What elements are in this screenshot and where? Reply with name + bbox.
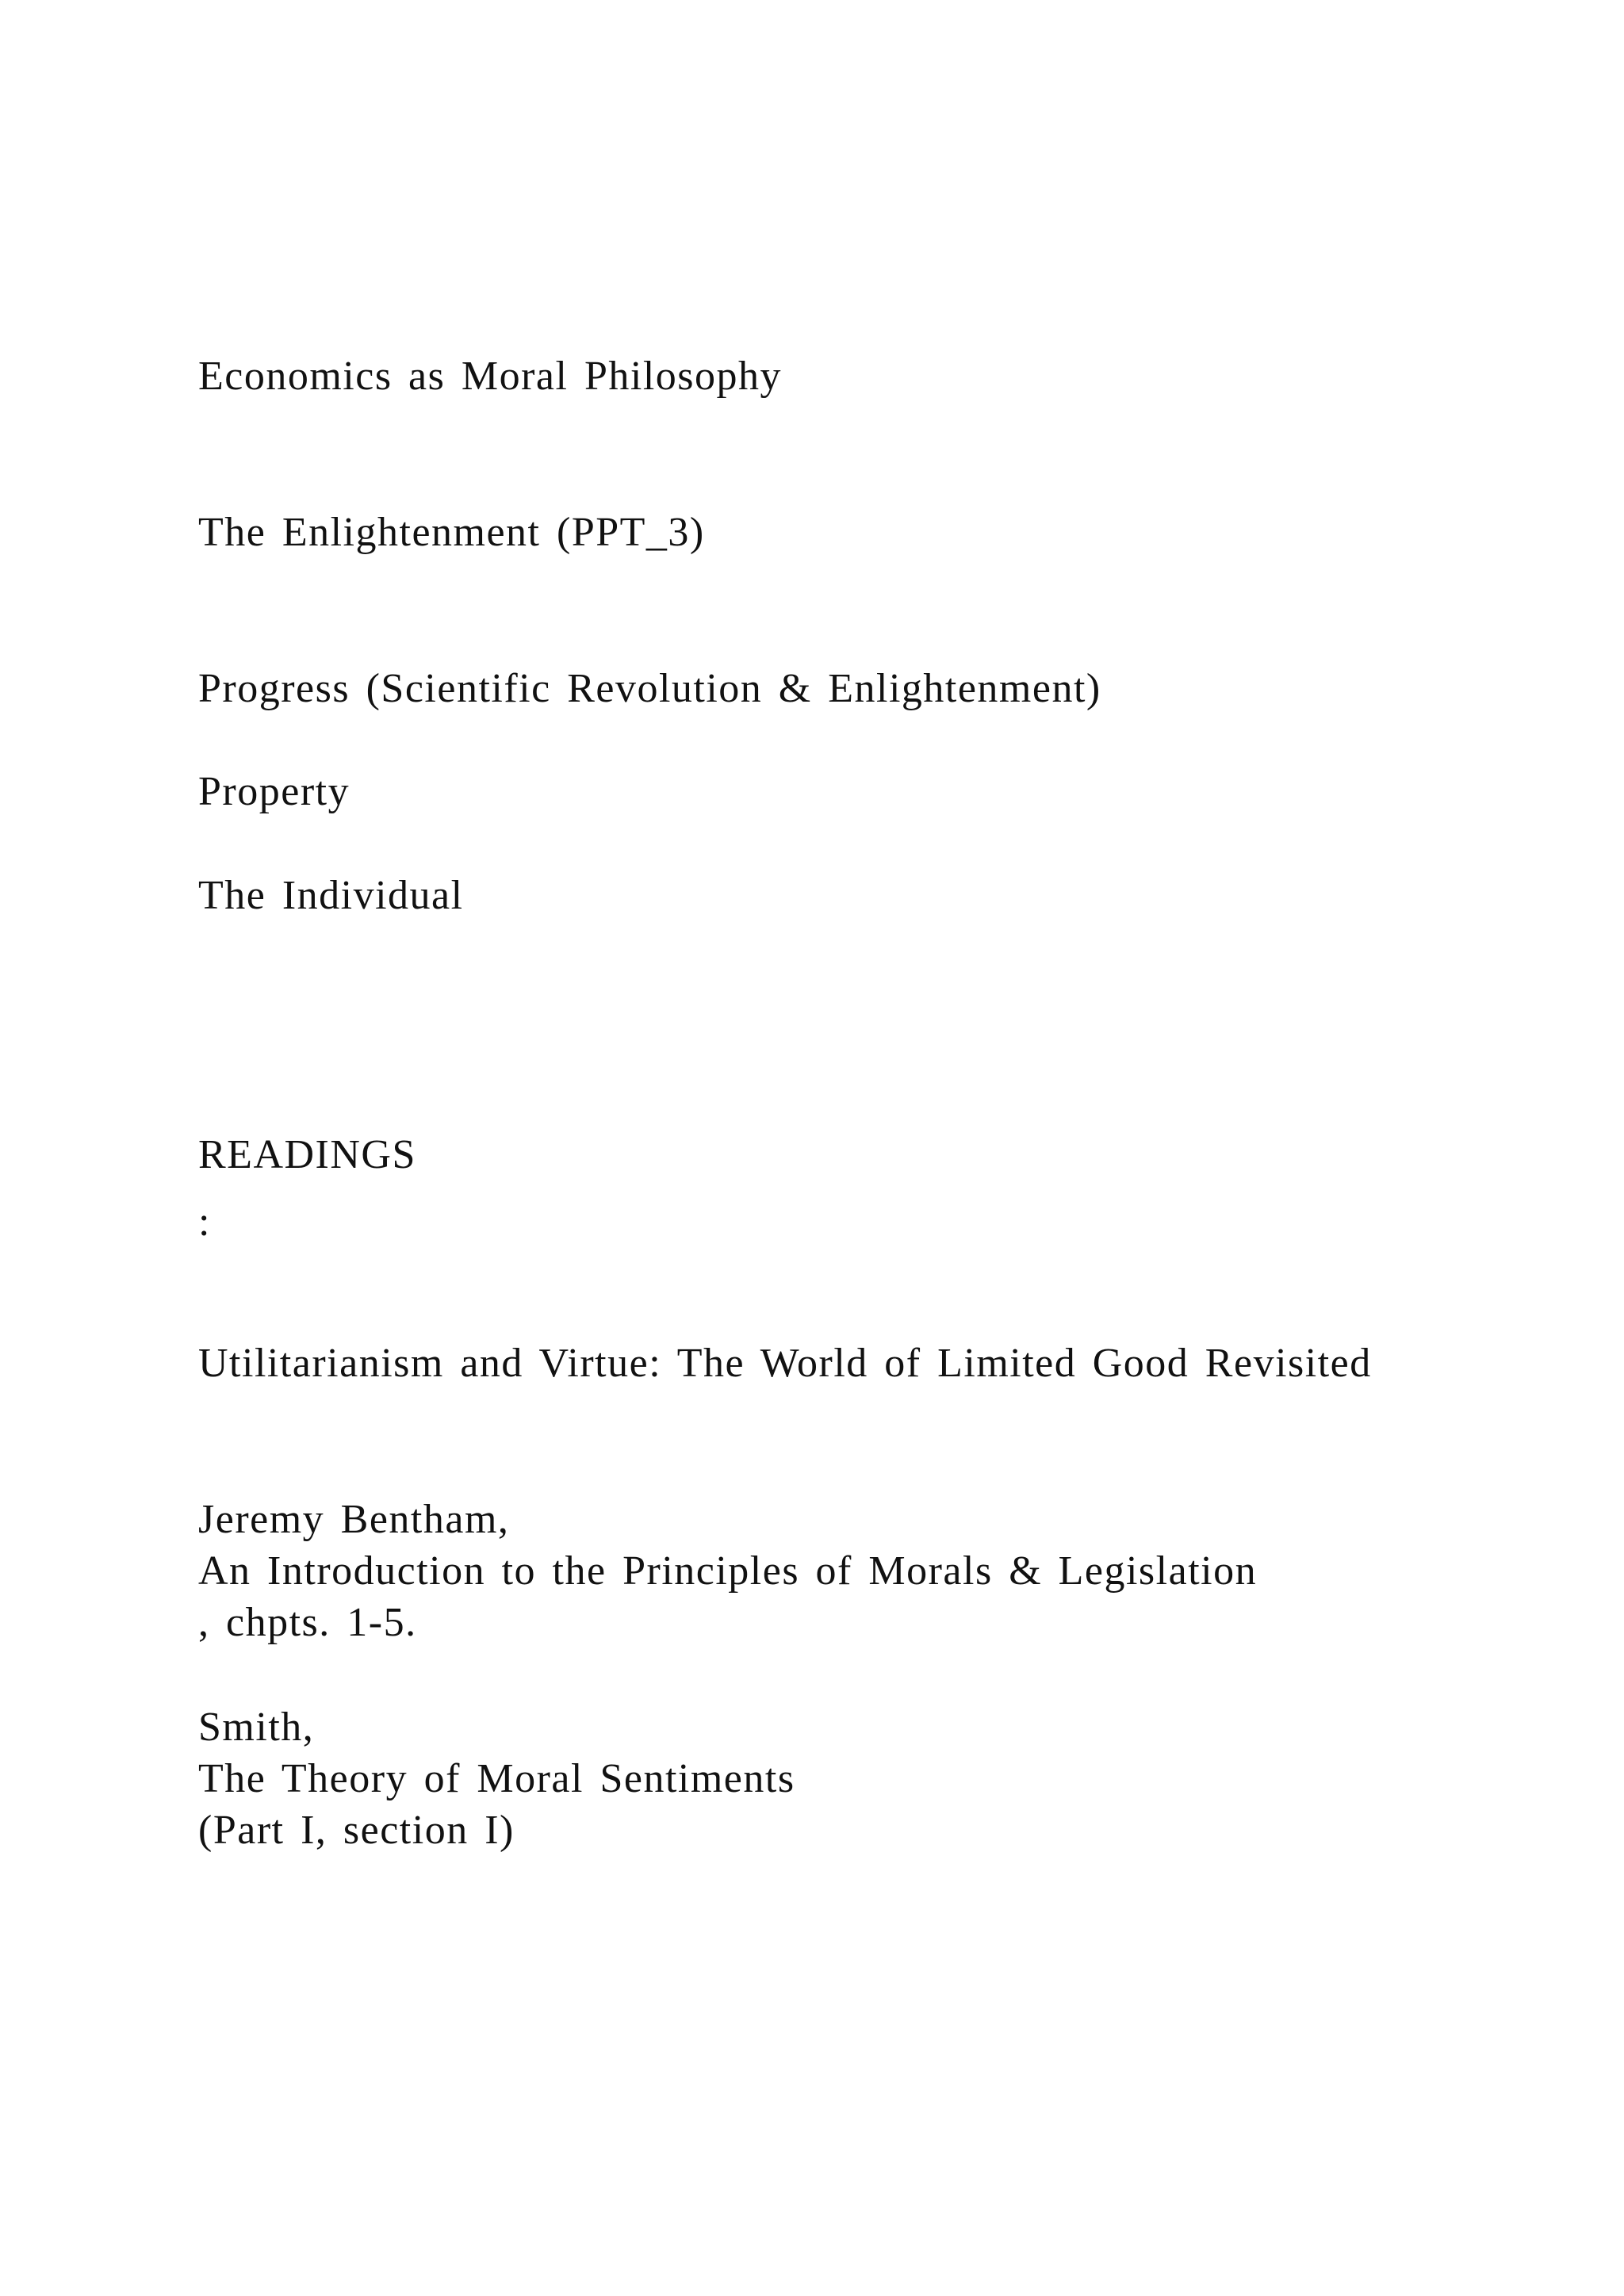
topic-item: The Individual (198, 873, 464, 918)
bentham-detail: , chpts. 1-5. (198, 1600, 417, 1645)
smith-author: Smith, (198, 1705, 315, 1750)
readings-colon: : (198, 1200, 211, 1245)
bentham-work: An Introduction to the Principles of Morals & Legislation (198, 1548, 1258, 1594)
topic-item: Property (198, 769, 350, 814)
smith-work: The Theory of Moral Sentiments (198, 1756, 795, 1801)
bentham-author: Jeremy Bentham, (198, 1497, 510, 1542)
topic-item: Progress (Scientific Revolution & Enlightenment) (198, 666, 1101, 711)
smith-detail: (Part I, section I) (198, 1808, 515, 1853)
document-title: Economics as Moral Philosophy (198, 354, 783, 399)
readings-heading: READINGS (198, 1132, 416, 1177)
reading-title: Utilitarianism and Virtue: The World of Limited Good Revisited (198, 1341, 1372, 1386)
lecture-title: The Enlightenment (PPT_3) (198, 510, 705, 555)
